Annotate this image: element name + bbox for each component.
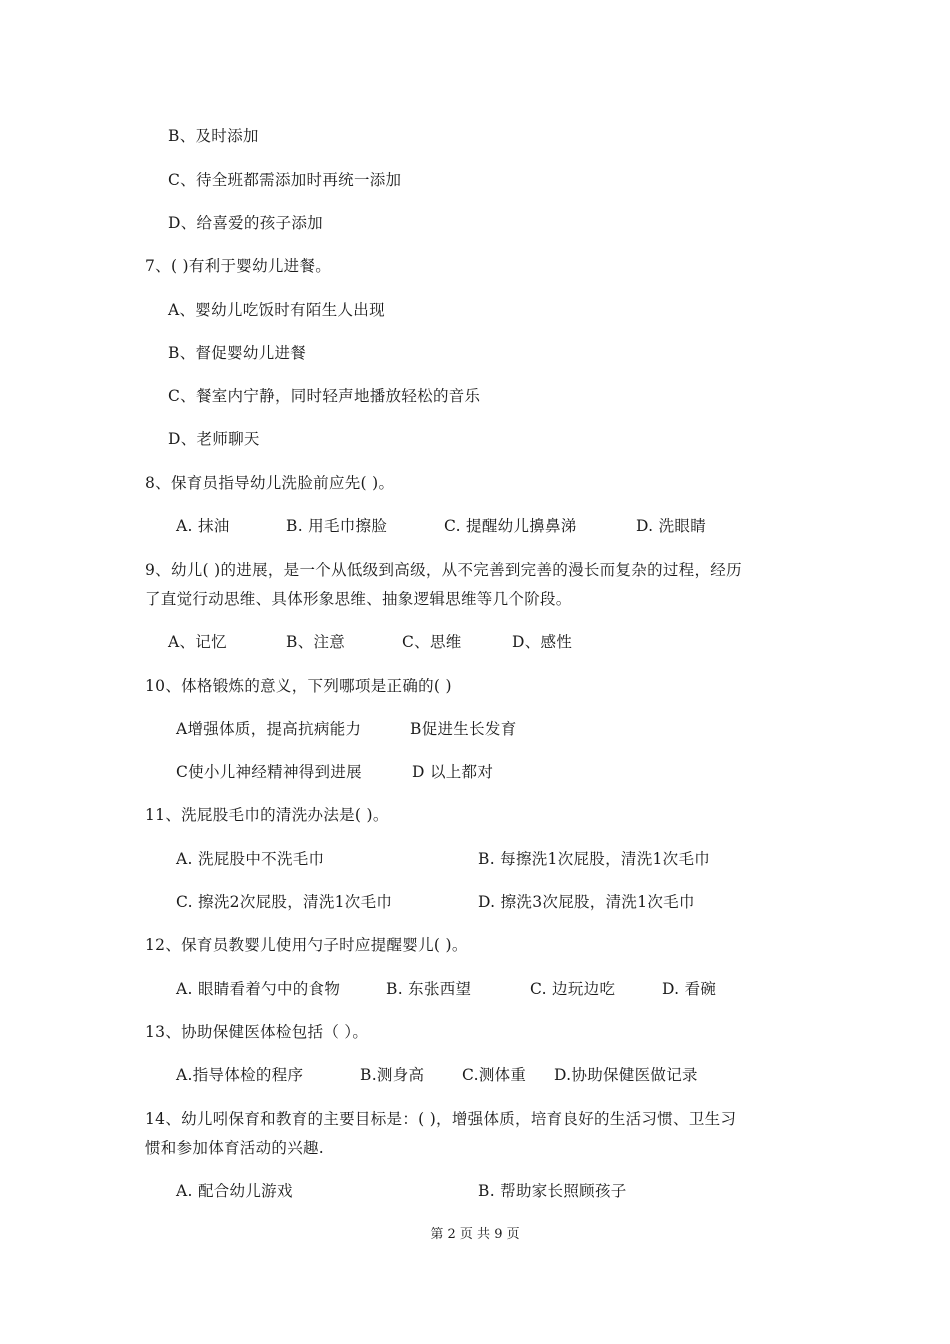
q14-option-b: B. 帮助家长照顾孩子 — [478, 1182, 627, 1200]
q11-option-b: B. 每擦洗1次屁股，清洗1次毛巾 — [478, 850, 711, 868]
q9-option-b: B、注意 — [286, 633, 346, 651]
q11-option-c: C. 擦洗2次屁股，清洗1次毛巾 — [176, 893, 393, 911]
q12-option-c: C. 边玩边吃 — [530, 980, 616, 998]
q9-option-d: D、感性 — [512, 633, 573, 651]
q7-option-c: C、餐室内宁静，同时轻声地播放轻松的音乐 — [168, 387, 481, 405]
q9-option-a: A、记忆 — [168, 633, 227, 651]
q10-option-b: B促进生长发育 — [410, 720, 517, 738]
q14-option-a: A. 配合幼儿游戏 — [176, 1182, 293, 1200]
q13-option-b: B.测身高 — [360, 1066, 425, 1084]
question-9-line-1: 9、幼儿( )的进展，是一个从低级到高级，从不完善到完善的漫长而复杂的过程，经历 — [145, 561, 742, 579]
q13-option-a: A.指导体检的程序 — [176, 1066, 304, 1084]
q10-option-a: A增强体质，提高抗病能力 — [176, 720, 362, 738]
q8-option-d: D. 洗眼睛 — [636, 517, 707, 535]
q9-option-c: C、思维 — [402, 633, 462, 651]
q11-option-d: D. 擦洗3次屁股，清洗1次毛巾 — [478, 893, 695, 911]
q6-option-d: D、给喜爱的孩子添加 — [168, 214, 323, 232]
q13-option-c: C.测体重 — [462, 1066, 527, 1084]
q8-option-a: A. 抹油 — [176, 517, 230, 535]
question-9-line-2: 了直觉行动思维、具体形象思维、抽象逻辑思维等几个阶段。 — [145, 590, 572, 608]
q8-option-c: C. 提醒幼儿擤鼻涕 — [444, 517, 577, 535]
q13-option-d: D.协助保健医做记录 — [554, 1066, 698, 1084]
q12-option-b: B. 东张西望 — [386, 980, 472, 998]
question-12: 12、保育员教婴儿使用勺子时应提醒婴儿( )。 — [145, 936, 468, 954]
q7-option-d: D、老师聊天 — [168, 430, 260, 448]
q7-option-a: A、婴幼儿吃饭时有陌生人出现 — [168, 301, 385, 319]
question-8: 8、保育员指导幼儿洗脸前应先( )。 — [145, 474, 395, 492]
question-11: 11、洗屁股毛巾的清洗办法是( )。 — [145, 806, 389, 824]
question-13: 13、协助保健医体检包括（ ）。 — [145, 1023, 369, 1041]
question-14-line-2: 惯和参加体育活动的兴趣. — [145, 1139, 325, 1157]
q12-option-a: A. 眼睛看着勺中的食物 — [176, 980, 341, 998]
q6-option-c: C、待全班都需添加时再统一添加 — [168, 171, 402, 189]
question-10: 10、体格锻炼的意义，下列哪项是正确的( ) — [145, 677, 452, 695]
question-7: 7、( )有利于婴幼儿进餐。 — [145, 257, 332, 275]
page-footer: 第 2 页 共 9 页 — [430, 1227, 520, 1242]
q10-option-c: C使小儿神经精神得到进展 — [176, 763, 362, 781]
q6-option-b: B、及时添加 — [168, 127, 259, 145]
question-14-line-1: 14、幼儿吲保育和教育的主要目标是：( )，增强体质，培育良好的生活习惯、卫生习 — [145, 1110, 737, 1128]
q10-option-d: D 以上都对 — [412, 763, 494, 781]
q8-option-b: B. 用毛巾擦脸 — [286, 517, 388, 535]
q12-option-d: D. 看碗 — [662, 980, 717, 998]
q7-option-b: B、督促婴幼儿进餐 — [168, 344, 307, 362]
q11-option-a: A. 洗屁股中不洗毛巾 — [176, 850, 325, 868]
